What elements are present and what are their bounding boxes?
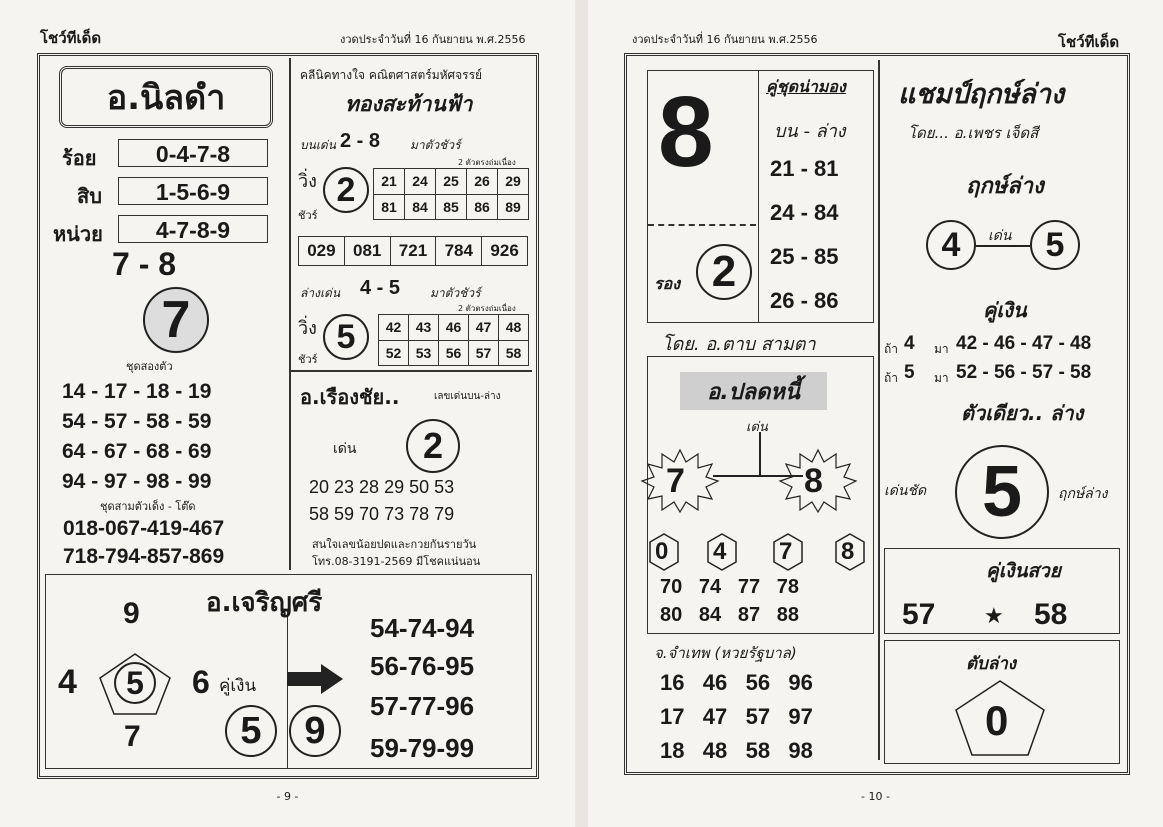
jam-row: 17 47 57 97 [660, 704, 813, 729]
grid-cell: 42 [379, 315, 409, 341]
row-value-units: 4-7-8-9 [118, 215, 268, 243]
ma-label: มา [934, 371, 949, 385]
plod-title: อ.ปลดหนี้ [680, 372, 827, 410]
suay-a: 57 [902, 598, 936, 631]
charoen-left-digit: 4 [58, 663, 77, 701]
dash-line [648, 224, 756, 226]
champ-title: แชมป์ฤกษ์ล่าง [898, 79, 1065, 110]
star-icon: ★ [984, 604, 1004, 629]
arrow-right-icon [287, 664, 343, 694]
eight-divider [758, 70, 759, 323]
row-value-tens: 1-5-6-9 [118, 177, 268, 205]
row-value-hundreds: 0-4-7-8 [118, 139, 268, 167]
grid-cell: 46 [439, 315, 469, 341]
pair-title: คู่ชุดน่ามอง [766, 77, 846, 96]
charoen-right-digit: 6 [192, 664, 210, 700]
if-label: ถ้า [884, 371, 899, 385]
set3-row: 018-067-419-467 [63, 517, 225, 540]
champ-main-digit: 5 [955, 445, 1049, 539]
top-label: บนเด่น [300, 138, 336, 152]
three-cell: 081 [344, 237, 390, 266]
champ-a: 4 [926, 220, 976, 270]
page-number: - 10 - [861, 790, 890, 803]
grid-cell: 47 [469, 315, 499, 341]
grid-cell: 29 [498, 169, 529, 195]
grid-cell: 21 [374, 169, 405, 195]
hex-digit: 7 [779, 538, 793, 565]
row1-digit: 4 [904, 333, 915, 354]
charoen-pair-2: 9 [289, 705, 341, 757]
clinic-heading: คลีนิคทางใจ คณิตศาสตร์มหัศจรรย์ [300, 68, 483, 82]
grid-cell: 58 [499, 340, 529, 366]
plod-row: 80 84 87 88 [660, 604, 799, 626]
bottom-note: 2 ตัวตรงถ่มเนื่อง [458, 304, 516, 313]
charoen-center-digit: 5 [114, 662, 156, 704]
divider [291, 370, 532, 372]
three-cell: 926 [482, 237, 528, 266]
plod-row: 70 74 77 78 [660, 576, 799, 598]
grid-cell: 43 [409, 315, 439, 341]
charoen-pair-label: คู่เงิน [219, 676, 257, 696]
rueang-phone: โทร.08-3191-2569 มีโชคแน่นอน [312, 555, 481, 568]
magazine-logo: โชว์ทีเด็ด [1058, 33, 1120, 51]
three-cell: 784 [436, 237, 482, 266]
den-chat-label: เด่นชัด [884, 483, 927, 499]
top-grid [373, 168, 529, 220]
grid-cell: 57 [469, 340, 499, 366]
plod-a: 7 [666, 462, 685, 500]
pair-row: 25 - 85 [770, 244, 839, 269]
champ-pair-title: คู่เงิน [983, 298, 1027, 322]
issue-date: งวดประจำวันที่ 16 กันยายน พ.ศ.2556 [632, 33, 818, 46]
grid-cell: 86 [467, 194, 498, 220]
sure-label: ชัวร์ [298, 209, 318, 222]
set3-label: ชุดสามตัวเด็ง - โต๊ด [100, 500, 196, 513]
if-label: ถ้า [884, 342, 899, 356]
hex-digit: 4 [713, 538, 727, 565]
grid-cell: 89 [498, 194, 529, 220]
hex-digit: 0 [655, 538, 669, 565]
page-number: - 9 - [276, 790, 299, 803]
rueang-row: 58 59 70 73 78 79 [309, 504, 455, 524]
set2-row: 94 - 97 - 98 - 99 [62, 470, 212, 493]
main-suffix: ฤกษ์ล่าง [1058, 486, 1108, 502]
plod-b: 8 [804, 462, 823, 500]
rong-label: รอง [654, 274, 681, 293]
grid-cell: 85 [436, 194, 467, 220]
grid-cell: 26 [467, 169, 498, 195]
ma-label: มา [934, 342, 949, 356]
rong-digit: 2 [696, 244, 752, 300]
issue-date: งวดประจำวันที่ 16 กันยายน พ.ศ.2556 [340, 33, 526, 46]
rueang-row: 20 23 28 29 50 53 [309, 477, 455, 497]
suay-title: คู่เงินสวย [986, 560, 1061, 582]
tub-title: ตับล่าง [966, 654, 1017, 674]
set2-row: 54 - 57 - 58 - 59 [62, 410, 212, 433]
row2-values: 52 - 56 - 57 - 58 [956, 362, 1092, 383]
plod-den: เด่น [746, 420, 768, 435]
three-cell: 721 [390, 237, 436, 266]
suay-b: 58 [1034, 598, 1068, 631]
pair-row: 26 - 86 [770, 288, 839, 313]
grid-cell: 25 [436, 169, 467, 195]
charoen-bottom-digit: 7 [124, 720, 141, 753]
sure-label: ชัวร์ [298, 353, 318, 366]
tub-digit: 0 [985, 697, 1009, 744]
bottom-suffix: มาตัวชัวร์ [430, 286, 481, 300]
charoen-pair-1: 5 [225, 705, 277, 757]
champ-b: 5 [1030, 220, 1080, 270]
magazine-logo: โชว์ทีเด็ด [40, 29, 102, 47]
champ-den: เด่น [988, 228, 1012, 244]
grid-cell: 81 [374, 194, 405, 220]
eight-big: 8 [658, 76, 714, 188]
page-9 [0, 0, 575, 827]
grid-cell: 84 [405, 194, 436, 220]
rueang-subtitle: เลขเด่นบน-ล่าง [434, 391, 501, 402]
charoen-top-digit: 9 [123, 597, 140, 630]
bottom-digit: 5 [323, 314, 369, 360]
pair-row: 21 - 81 [770, 156, 839, 181]
bottom-grid [378, 314, 529, 366]
row-label-units: หน่วย [53, 222, 103, 246]
charoen-line: 57-77-96 [370, 691, 475, 721]
top-suffix: มาตัวชัวร์ [410, 138, 461, 152]
clinic-name: ทองสะท้านฟ้า [345, 91, 473, 116]
rueang-title: อ.เรืองชัย.. [300, 385, 400, 409]
charoen-line: 54-74-94 [370, 613, 475, 643]
single-label: ตัวเดียว.. ล่าง [961, 401, 1084, 425]
grid-cell: 53 [409, 340, 439, 366]
top-value: 2 - 8 [340, 130, 381, 152]
bottom-value: 4 - 5 [360, 277, 401, 299]
jam-row: 18 48 58 98 [660, 738, 813, 763]
page-10 [588, 0, 1163, 827]
grid-cell: 56 [439, 340, 469, 366]
set2-label: ชุดสองตัว [126, 360, 173, 373]
hex-digit: 8 [841, 538, 855, 565]
charoen-line: 59-79-99 [370, 733, 475, 763]
pair-subtitle: บน - ล่าง [774, 121, 846, 142]
top-note: 2 ตัวตรงถ่มเนื่อง [458, 158, 516, 167]
three-cell: 029 [299, 237, 345, 266]
top-digit: 2 [323, 167, 369, 213]
grid-cell: 52 [379, 340, 409, 366]
bottom-label: ล่างเด่น [300, 286, 341, 300]
row-label-tens: สิบ [77, 184, 102, 208]
grid-cell: 24 [405, 169, 436, 195]
plod-stem [759, 432, 761, 476]
row2-digit: 5 [904, 362, 915, 383]
rueang-digit: 2 [406, 419, 460, 473]
column-divider [878, 60, 880, 760]
set2-row: 14 - 17 - 18 - 19 [62, 380, 212, 403]
row1-values: 42 - 46 - 47 - 48 [956, 333, 1092, 354]
champ-by: โดย... อ.เพชร เจ็ดสี [908, 124, 1039, 142]
nil-pair: 7 - 8 [112, 246, 177, 282]
jam-title: จ.จำเทพ (หวยรัฐบาล) [654, 644, 797, 662]
run-label: วิ่ง [298, 318, 317, 339]
eight-by: โดย. อ.ตาบ สามตา [662, 334, 816, 355]
grid-cell: 48 [499, 315, 529, 341]
rueang-den: เด่น [333, 441, 357, 457]
nil-main-digit: 7 [143, 287, 209, 353]
rueang-note: สนใจเลขน้อยปดและกวยกันรายวัน [312, 538, 477, 551]
pair-row: 24 - 84 [770, 200, 839, 225]
charoen-title: อ.เจริญศรี [206, 588, 323, 618]
champ-rl: ฤกษ์ล่าง [966, 174, 1044, 199]
run-label: วิ่ง [298, 171, 317, 192]
three-digit-row [298, 236, 528, 266]
jam-row: 16 46 56 96 [660, 670, 813, 695]
set2-row: 64 - 67 - 68 - 69 [62, 440, 212, 463]
charoen-line: 56-76-95 [370, 651, 475, 681]
row-label-hundreds: ร้อย [62, 146, 97, 170]
nil-title: อ.นิลดำ [59, 66, 273, 128]
set3-row: 718-794-857-869 [63, 545, 225, 568]
